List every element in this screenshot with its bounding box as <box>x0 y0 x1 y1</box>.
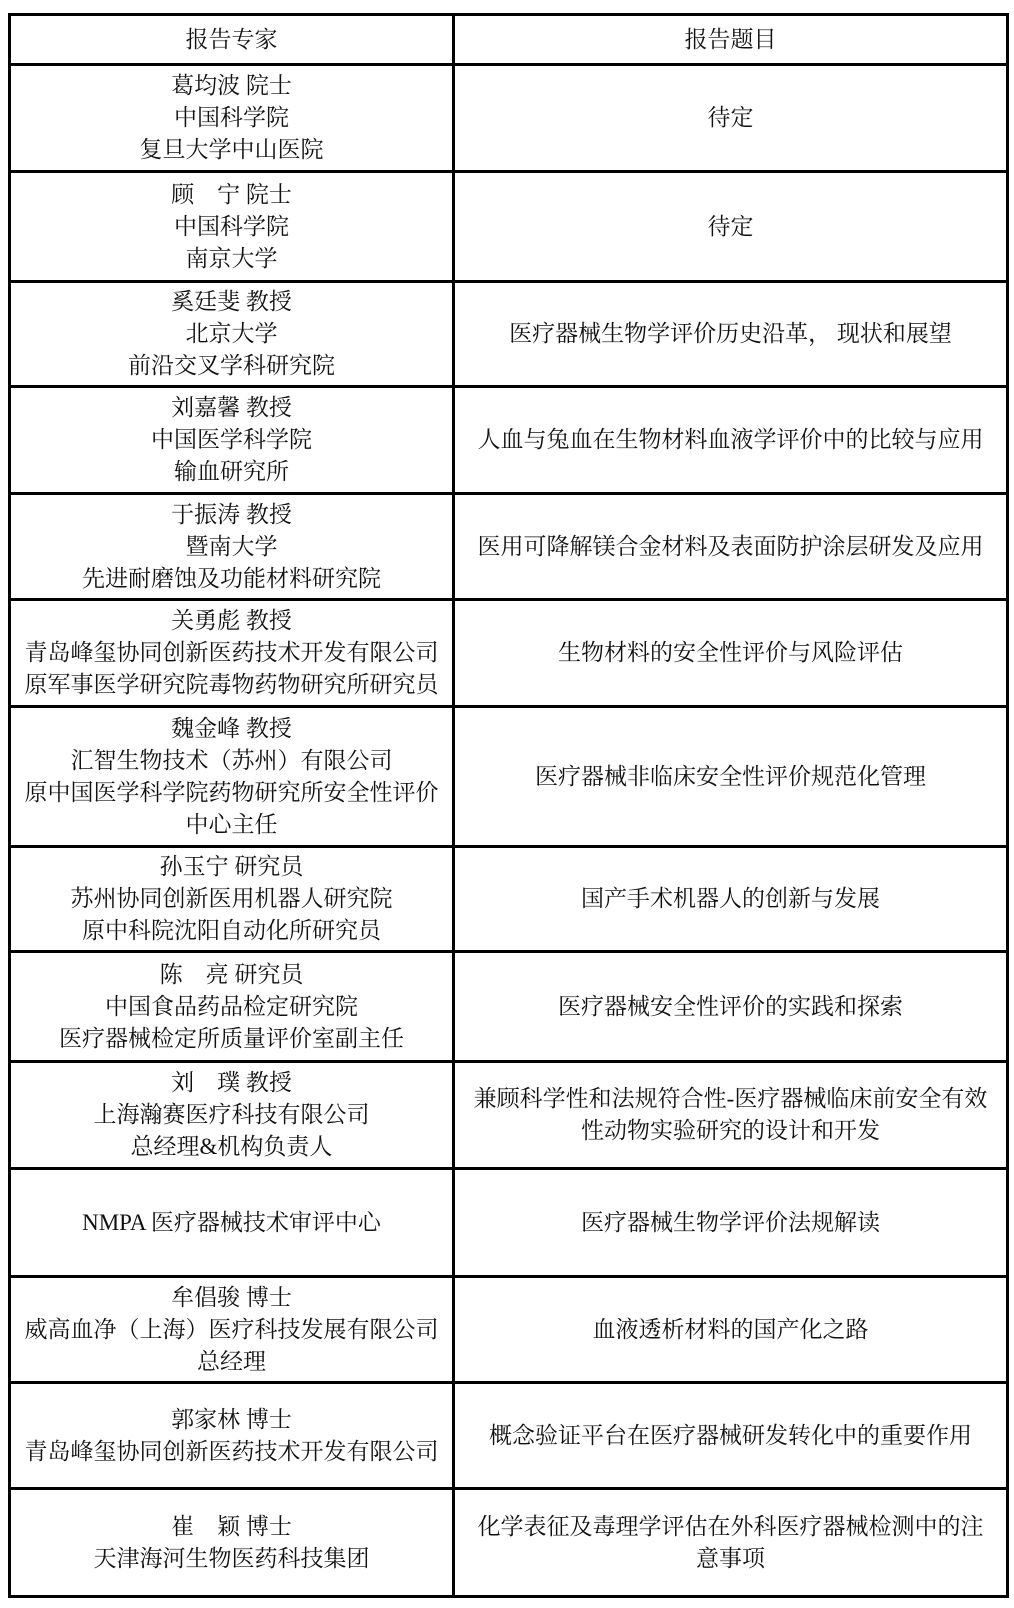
expert-cell <box>10 952 454 1062</box>
title-line: 医疗器械生物学评价法规解读 <box>581 1209 880 1235</box>
expert-line: 魏金峰 教授 <box>171 715 292 741</box>
expert-line: 关勇彪 教授 <box>171 608 292 633</box>
expert-cell <box>10 387 454 494</box>
expert-cell <box>10 600 454 707</box>
title-cell <box>454 1169 1008 1277</box>
expert-line: 威高血净（上海）医疗科技发展有限公司 <box>24 1316 439 1342</box>
table-row <box>10 282 1008 387</box>
expert-line: 先进耐磨蚀及功能材料研究院 <box>82 565 381 591</box>
table-row <box>10 1277 1008 1383</box>
expert-line: 崔 颖 博士 <box>171 1513 292 1539</box>
expert-line: 南京大学 <box>185 245 278 271</box>
title-line: 待定 <box>707 105 754 130</box>
title-cell <box>454 847 1008 952</box>
table-row <box>10 387 1008 494</box>
title-line: 生物材料的安全性评价与风险评估 <box>558 640 903 665</box>
expert-cell <box>10 1489 454 1597</box>
expert-line: 暨南大学 <box>185 533 278 559</box>
expert-line: 青岛峰玺协同创新医药技术开发有限公司 <box>24 640 439 665</box>
title-cell <box>454 387 1008 494</box>
title-line: 医用可降解镁合金材料及表面防护涂层研发及应用 <box>477 533 984 559</box>
expert-line: 奚廷斐 教授 <box>171 289 292 314</box>
title-line: 医疗器械非临床安全性评价规范化管理 <box>535 763 926 789</box>
expert-line: 中国科学院 <box>174 105 289 130</box>
expert-cell <box>10 172 454 282</box>
expert-line: 顾 宁 院士 <box>171 181 292 207</box>
expert-line: 原军事医学研究院毒物药物研究所研究员 <box>24 672 439 697</box>
title-cell <box>454 65 1008 172</box>
title-line: 概念验证平台在医疗器械研发转化中的重要作用 <box>489 1422 972 1448</box>
table-row <box>10 1062 1008 1169</box>
expert-line: 输血研究所 <box>174 459 289 484</box>
expert-line: 天津海河生物医药科技集团 <box>93 1545 370 1571</box>
title-line: 国产手术机器人的创新与发展 <box>581 886 880 911</box>
expert-line: 刘 璞 教授 <box>171 1070 292 1095</box>
title-line: 人血与兔血在生物材料血液学评价中的比较与应用 <box>477 427 984 452</box>
expert-line: NMPA 医疗器械技术审评中心 <box>82 1209 381 1235</box>
expert-line: 陈 亮 研究员 <box>159 961 304 987</box>
expert-cell <box>10 1062 454 1169</box>
expert-line: 中心主任 <box>185 811 278 837</box>
expert-line: 苏州协同创新医用机器人研究院 <box>70 886 393 911</box>
table-row <box>10 1169 1008 1277</box>
expert-line: 郭家林 博士 <box>171 1406 292 1432</box>
column-header-expert <box>10 15 454 65</box>
expert-line: 中国科学院 <box>174 213 289 239</box>
expert-cell <box>10 1383 454 1489</box>
expert-line: 孙玉宁 研究员 <box>159 854 304 879</box>
expert-line: 汇智生物技术（苏州）有限公司 <box>70 747 393 773</box>
speaker-schedule-table <box>8 13 1009 1598</box>
title-cell <box>454 1062 1008 1169</box>
table-body <box>10 65 1008 1597</box>
table-row <box>10 65 1008 172</box>
title-line: 化学表征及毒理学评估在外科医疗器械检测中的注 <box>477 1513 984 1539</box>
table-row <box>10 952 1008 1062</box>
column-header-expert-label: 报告专家 <box>185 26 278 52</box>
expert-line: 总经理&机构负责人 <box>130 1134 333 1159</box>
expert-line: 牟倡骏 博士 <box>171 1284 292 1310</box>
title-line: 兼顾科学性和法规符合性-医疗器械临床前安全有效 <box>473 1086 988 1111</box>
expert-line: 总经理 <box>197 1348 266 1374</box>
table-row <box>10 600 1008 707</box>
table-row <box>10 847 1008 952</box>
column-header-title <box>454 15 1008 65</box>
expert-line: 北京大学 <box>185 321 278 346</box>
title-cell <box>454 600 1008 707</box>
expert-line: 葛均波 院士 <box>171 73 292 98</box>
title-cell <box>454 282 1008 387</box>
expert-line: 医疗器械检定所质量评价室副主任 <box>59 1025 404 1051</box>
title-line: 血液透析材料的国产化之路 <box>592 1316 869 1342</box>
expert-line: 于振涛 教授 <box>171 501 292 527</box>
expert-cell <box>10 1277 454 1383</box>
table-header-row <box>10 15 1008 65</box>
title-cell <box>454 172 1008 282</box>
table-row <box>10 172 1008 282</box>
expert-line: 上海瀚赛医疗科技有限公司 <box>93 1102 370 1127</box>
expert-line: 刘嘉馨 教授 <box>171 395 292 420</box>
table-row <box>10 494 1008 600</box>
expert-line: 青岛峰玺协同创新医药技术开发有限公司 <box>24 1438 439 1464</box>
title-line: 性动物实验研究的设计和开发 <box>581 1118 880 1143</box>
title-line: 待定 <box>707 213 754 239</box>
table-row <box>10 1489 1008 1597</box>
title-cell <box>454 1277 1008 1383</box>
expert-line: 前沿交叉学科研究院 <box>128 353 335 378</box>
expert-line: 中国食品药品检定研究院 <box>105 993 358 1019</box>
table-row <box>10 707 1008 847</box>
title-line: 医疗器械生物学评价历史沿革， 现状和展望 <box>509 321 952 346</box>
title-line: 医疗器械安全性评价的实践和探索 <box>558 993 903 1019</box>
expert-cell <box>10 847 454 952</box>
title-cell <box>454 1383 1008 1489</box>
expert-line: 复旦大学中山医院 <box>139 137 324 162</box>
expert-cell <box>10 1169 454 1277</box>
title-cell <box>454 1489 1008 1597</box>
title-cell <box>454 952 1008 1062</box>
expert-line: 中国医学科学院 <box>151 427 312 452</box>
expert-cell <box>10 282 454 387</box>
expert-line: 原中国医学科学院药物研究所安全性评价 <box>24 779 439 805</box>
expert-cell <box>10 707 454 847</box>
expert-line: 原中科院沈阳自动化所研究员 <box>82 918 381 943</box>
column-header-title-label: 报告题目 <box>684 26 777 52</box>
title-line: 意事项 <box>696 1545 765 1571</box>
expert-cell <box>10 494 454 600</box>
expert-cell <box>10 65 454 172</box>
title-cell <box>454 707 1008 847</box>
title-cell <box>454 494 1008 600</box>
table-row <box>10 1383 1008 1489</box>
